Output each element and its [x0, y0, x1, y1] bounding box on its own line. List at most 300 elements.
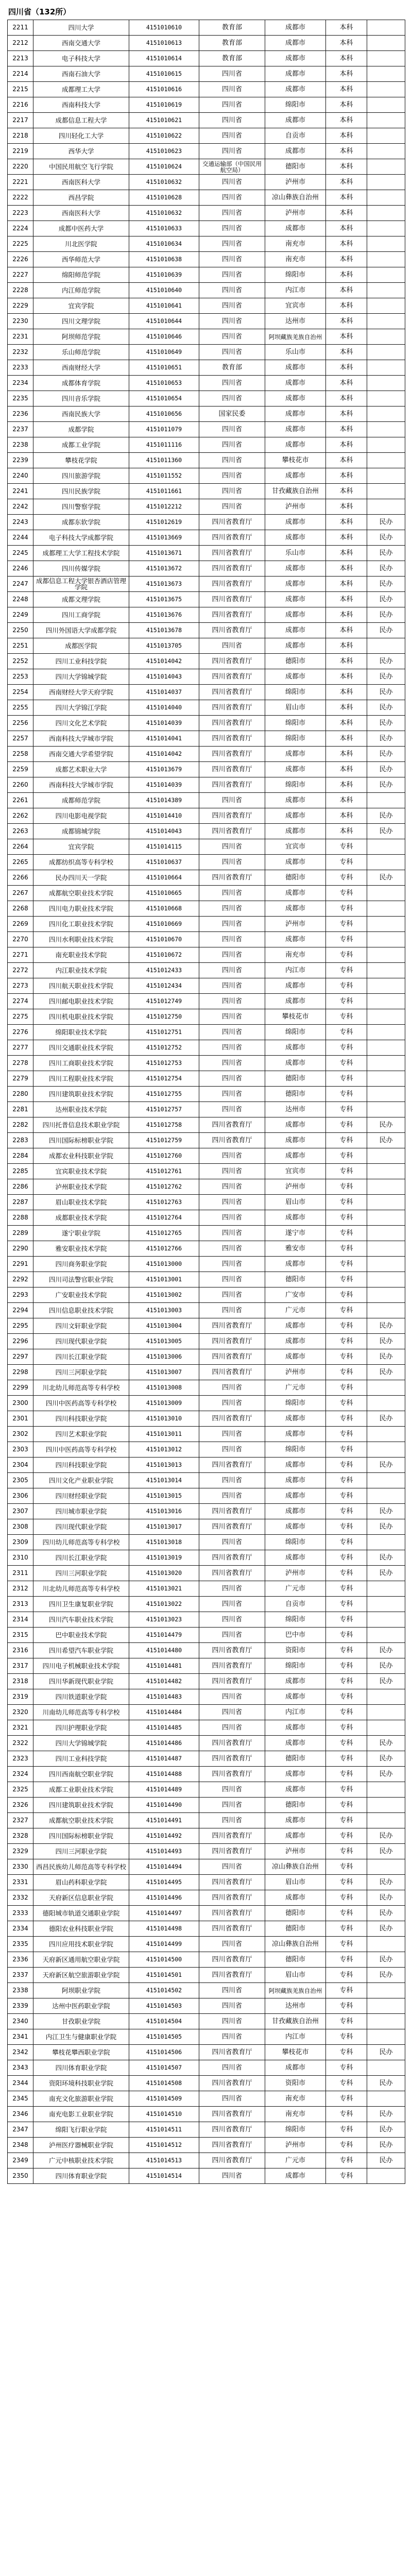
table-row [8, 1102, 405, 1117]
table-row [8, 1427, 405, 1442]
row-number: 2309 [8, 1535, 33, 1550]
school-code: 4151012760 [129, 1148, 199, 1164]
level: 本科 [326, 66, 367, 82]
school-code: 4151010634 [129, 236, 199, 252]
row-number: 2349 [8, 2153, 33, 2168]
level: 专科 [326, 1550, 367, 1566]
authority: 四川省教育厅 [199, 592, 265, 607]
level: 专科 [326, 1148, 367, 1164]
school-code: 4151013672 [129, 561, 199, 577]
location: 成都市 [265, 886, 326, 901]
school-name: 四川三河职业学院 [33, 1566, 129, 1581]
school-name: 攀枝花学院 [33, 453, 129, 468]
level: 本科 [326, 824, 367, 839]
table-row [8, 2029, 405, 2045]
remark [367, 391, 405, 406]
school-code: 4151013007 [129, 1365, 199, 1380]
remark [367, 298, 405, 314]
row-number: 2253 [8, 669, 33, 685]
location: 成都市 [265, 422, 326, 437]
authority: 四川省 [199, 1473, 265, 1488]
remark: 民办 [367, 2076, 405, 2091]
row-number: 2302 [8, 1427, 33, 1442]
row-number: 2288 [8, 1210, 33, 1226]
level: 专科 [326, 2045, 367, 2060]
level: 专科 [326, 1009, 367, 1025]
remark [367, 314, 405, 329]
row-number: 2235 [8, 391, 33, 406]
location: 南充市 [265, 947, 326, 963]
authority: 四川省 [199, 1179, 265, 1195]
table-row [8, 1056, 405, 1071]
row-number: 2325 [8, 1782, 33, 1798]
location: 成都市 [265, 360, 326, 376]
row-number: 2337 [8, 1968, 33, 1983]
authority: 四川省 [199, 128, 265, 144]
school-name: 西南医科大学 [33, 206, 129, 221]
level: 本科 [326, 654, 367, 669]
table-row [8, 1396, 405, 1411]
table-row [8, 623, 405, 638]
row-number: 2307 [8, 1504, 33, 1519]
school-name: 四川长江职业学院 [33, 1349, 129, 1365]
row-number: 2223 [8, 206, 33, 221]
row-number: 2234 [8, 376, 33, 391]
school-code: 4151014500 [129, 1952, 199, 1968]
school-name: 绵阳职业技术学院 [33, 1025, 129, 1040]
location: 达州市 [265, 1998, 326, 2014]
row-number: 2344 [8, 2076, 33, 2091]
remark: 民办 [367, 1458, 405, 1473]
table-row [8, 808, 405, 824]
location: 自贡市 [265, 1597, 326, 1612]
authority: 四川省教育厅 [199, 1334, 265, 1349]
table-row [8, 901, 405, 917]
level: 专科 [326, 1025, 367, 1040]
school-name: 四川司法警官职业学院 [33, 1272, 129, 1287]
location: 成都市 [265, 1488, 326, 1504]
authority: 四川省教育厅 [199, 700, 265, 716]
location: 德阳市 [265, 1952, 326, 1968]
school-name: 成都东软学院 [33, 515, 129, 530]
table-row [8, 1504, 405, 1519]
table-row [8, 298, 405, 314]
table-row [8, 437, 405, 453]
remark: 民办 [367, 870, 405, 886]
location: 成都市 [265, 1148, 326, 1164]
row-number: 2270 [8, 932, 33, 947]
remark [367, 1009, 405, 1025]
school-name: 四川三河职业学院 [33, 1365, 129, 1380]
remark: 民办 [367, 1550, 405, 1566]
authority: 四川省 [199, 1025, 265, 1040]
level: 专科 [326, 1813, 367, 1828]
level: 本科 [326, 128, 367, 144]
location: 成都市 [265, 592, 326, 607]
school-name: 四川工业科技学院 [33, 1751, 129, 1767]
row-number: 2306 [8, 1488, 33, 1504]
school-name: 四川国际标榜职业学院 [33, 1133, 129, 1148]
table-row [8, 1226, 405, 1241]
authority: 四川省 [199, 1396, 265, 1411]
location: 成都市 [265, 51, 326, 66]
remark [367, 159, 405, 175]
remark [367, 1628, 405, 1643]
authority: 四川省 [199, 453, 265, 468]
school-name: 四川体育职业学院 [33, 2168, 129, 2184]
level: 本科 [326, 638, 367, 654]
level: 专科 [326, 1318, 367, 1334]
table-row [8, 20, 405, 36]
level: 本科 [326, 51, 367, 66]
school-code: 4151014495 [129, 1875, 199, 1890]
table-row [8, 252, 405, 267]
table-row [8, 36, 405, 51]
remark: 民办 [367, 654, 405, 669]
remark [367, 1040, 405, 1056]
school-name: 泸州医疗器械职业学院 [33, 2138, 129, 2153]
remark: 民办 [367, 1318, 405, 1334]
row-number: 2265 [8, 855, 33, 870]
level: 专科 [326, 1844, 367, 1859]
row-number: 2323 [8, 1751, 33, 1767]
school-code: 4151010628 [129, 190, 199, 206]
location: 成都市 [265, 2168, 326, 2184]
location: 南充市 [265, 252, 326, 267]
table-row [8, 1087, 405, 1102]
remark [367, 360, 405, 376]
authority: 四川省 [199, 1535, 265, 1550]
row-number: 2314 [8, 1612, 33, 1628]
remark [367, 1257, 405, 1272]
school-name: 四川科技职业学院 [33, 1458, 129, 1473]
school-name: 四川华新现代职业学院 [33, 1674, 129, 1689]
row-number: 2346 [8, 2107, 33, 2122]
row-number: 2246 [8, 561, 33, 577]
remark: 民办 [367, 1767, 405, 1782]
table-row [8, 175, 405, 190]
authority: 四川省教育厅 [199, 870, 265, 886]
location: 德阳市 [265, 1751, 326, 1767]
authority: 四川省教育厅 [199, 1519, 265, 1535]
table-row [8, 221, 405, 236]
table-row [8, 1458, 405, 1473]
school-code: 4151014043 [129, 824, 199, 839]
table-row [8, 870, 405, 886]
authority: 四川省 [199, 437, 265, 453]
school-code: 4151014509 [129, 2091, 199, 2107]
table-row [8, 978, 405, 994]
authority: 四川省 [199, 855, 265, 870]
remark [367, 855, 405, 870]
school-code: 4151014496 [129, 1890, 199, 1906]
location: 成都市 [265, 391, 326, 406]
row-number: 2255 [8, 700, 33, 716]
location: 绵阳市 [265, 1535, 326, 1550]
document-page [7, 4, 405, 2184]
school-name: 成都理工大学工程技术学院 [33, 546, 129, 561]
school-name: 电子科技大学 [33, 51, 129, 66]
location: 成都市 [265, 1689, 326, 1705]
school-code: 4151013010 [129, 1411, 199, 1427]
remark [367, 97, 405, 113]
row-number: 2350 [8, 2168, 33, 2184]
school-code: 4151014042 [129, 747, 199, 762]
level: 专科 [326, 2138, 367, 2153]
school-code: 4151010651 [129, 360, 199, 376]
school-name: 四川电影电视学院 [33, 808, 129, 824]
remark [367, 236, 405, 252]
remark [367, 1720, 405, 1736]
school-code: 4151010654 [129, 391, 199, 406]
table-row [8, 731, 405, 747]
school-code: 4151014506 [129, 2045, 199, 2060]
school-code: 4151011116 [129, 437, 199, 453]
row-number: 2292 [8, 1272, 33, 1287]
school-code: 4151014497 [129, 1906, 199, 1921]
row-number: 2282 [8, 1117, 33, 1133]
row-number: 2339 [8, 1998, 33, 2014]
table-row [8, 917, 405, 932]
school-name: 成都工业职业技术学院 [33, 1782, 129, 1798]
school-code: 4151014507 [129, 2060, 199, 2076]
location: 德阳市 [265, 654, 326, 669]
row-number: 2313 [8, 1597, 33, 1612]
location: 资阳市 [265, 1643, 326, 1658]
authority: 四川省教育厅 [199, 623, 265, 638]
level: 专科 [326, 1921, 367, 1937]
school-code: 4151011552 [129, 468, 199, 484]
location: 成都市 [265, 994, 326, 1009]
level: 本科 [326, 592, 367, 607]
location: 成都市 [265, 561, 326, 577]
row-number: 2230 [8, 314, 33, 329]
remark [367, 113, 405, 128]
row-number: 2222 [8, 190, 33, 206]
location: 凉山彝族自治州 [265, 1859, 326, 1875]
table-row [8, 1828, 405, 1844]
school-code: 4151014482 [129, 1674, 199, 1689]
level: 专科 [326, 1859, 367, 1875]
authority: 四川省 [199, 978, 265, 994]
table-row [8, 1566, 405, 1581]
school-code: 4151014494 [129, 1859, 199, 1875]
level: 专科 [326, 1458, 367, 1473]
location: 绵阳市 [265, 97, 326, 113]
table-row [8, 1195, 405, 1210]
location: 泸州市 [265, 2138, 326, 2153]
row-number: 2227 [8, 267, 33, 283]
level: 专科 [326, 2107, 367, 2122]
row-number: 2271 [8, 947, 33, 963]
table-row [8, 1318, 405, 1334]
authority: 四川省教育厅 [199, 1767, 265, 1782]
level: 本科 [326, 36, 367, 51]
location: 泸州市 [265, 499, 326, 515]
school-code: 4151010624 [129, 159, 199, 175]
school-code: 4151010670 [129, 932, 199, 947]
authority: 四川省教育厅 [199, 1828, 265, 1844]
authority: 四川省教育厅 [199, 2153, 265, 2168]
level: 专科 [326, 1040, 367, 1056]
table-row [8, 1473, 405, 1488]
location: 成都市 [265, 1504, 326, 1519]
remark [367, 963, 405, 978]
authority: 四川省 [199, 932, 265, 947]
school-code: 4151012212 [129, 499, 199, 515]
authority: 四川省教育厅 [199, 1906, 265, 1921]
authority: 四川省 [199, 1798, 265, 1813]
remark [367, 1597, 405, 1612]
table-row [8, 638, 405, 654]
school-name: 四川大学 [33, 20, 129, 36]
school-name: 遂宁职业学院 [33, 1226, 129, 1241]
school-name: 内江职业技术学院 [33, 963, 129, 978]
row-number: 2250 [8, 623, 33, 638]
level: 专科 [326, 1767, 367, 1782]
school-name: 宜宾职业技术学院 [33, 1164, 129, 1179]
row-number: 2315 [8, 1628, 33, 1643]
remark [367, 1473, 405, 1488]
authority: 四川省 [199, 1937, 265, 1952]
authority: 四川省教育厅 [199, 1890, 265, 1906]
remark [367, 1705, 405, 1720]
table-body [8, 20, 405, 2184]
level: 专科 [326, 1365, 367, 1380]
row-number: 2252 [8, 654, 33, 669]
school-name: 西昌民族幼儿师范高等专科学校 [33, 1859, 129, 1875]
school-code: 4151014039 [129, 777, 199, 793]
remark: 民办 [367, 1643, 405, 1658]
authority: 四川省 [199, 1720, 265, 1736]
school-code: 4151011661 [129, 484, 199, 499]
school-name: 成都文理学院 [33, 592, 129, 607]
school-code: 4151011079 [129, 422, 199, 437]
school-name: 四川现代职业学院 [33, 1519, 129, 1535]
authority: 四川省教育厅 [199, 1921, 265, 1937]
table-row [8, 1179, 405, 1195]
location: 广元市 [265, 1581, 326, 1597]
remark [367, 1102, 405, 1117]
row-number: 2267 [8, 886, 33, 901]
remark: 民办 [367, 530, 405, 546]
authority: 四川省 [199, 917, 265, 932]
level: 专科 [326, 870, 367, 886]
remark [367, 20, 405, 36]
school-code: 4151014041 [129, 731, 199, 747]
level: 专科 [326, 1164, 367, 1179]
table-row [8, 1658, 405, 1674]
remark: 民办 [367, 1674, 405, 1689]
school-name: 西南医科大学 [33, 175, 129, 190]
row-number: 2218 [8, 128, 33, 144]
school-name: 四川音乐学院 [33, 391, 129, 406]
school-name: 成都锦城学院 [33, 824, 129, 839]
table-row [8, 1550, 405, 1566]
location: 成都市 [265, 1318, 326, 1334]
level: 本科 [326, 685, 367, 700]
school-code: 4151013021 [129, 1581, 199, 1597]
level: 专科 [326, 1504, 367, 1519]
location: 德阳市 [265, 159, 326, 175]
location: 宜宾市 [265, 839, 326, 855]
authority: 四川省 [199, 283, 265, 298]
level: 专科 [326, 1442, 367, 1458]
row-number: 2241 [8, 484, 33, 499]
school-name: 西华师范大学 [33, 252, 129, 267]
row-number: 2324 [8, 1767, 33, 1782]
row-number: 2305 [8, 1473, 33, 1488]
level: 本科 [326, 793, 367, 808]
location: 资阳市 [265, 2076, 326, 2091]
location: 成都市 [265, 1257, 326, 1272]
school-code: 4151013006 [129, 1349, 199, 1365]
school-name: 四川邮电职业技术学院 [33, 994, 129, 1009]
authority: 四川省 [199, 1442, 265, 1458]
remark: 民办 [367, 1890, 405, 1906]
authority: 四川省 [199, 113, 265, 128]
school-code: 4151012750 [129, 1009, 199, 1025]
authority: 四川省教育厅 [199, 2107, 265, 2122]
school-name: 天府新区航空旅游职业学院 [33, 1968, 129, 1983]
location: 阿坝藏族羌族自治州 [265, 1983, 326, 1998]
row-number: 2263 [8, 824, 33, 839]
location: 成都市 [265, 1334, 326, 1349]
remark [367, 1272, 405, 1287]
remark [367, 329, 405, 345]
school-code: 4151013001 [129, 1272, 199, 1287]
school-code: 4151010637 [129, 855, 199, 870]
school-code: 4151014042 [129, 654, 199, 669]
row-number: 2276 [8, 1025, 33, 1040]
level: 专科 [326, 1998, 367, 2014]
row-number: 2212 [8, 36, 33, 51]
table-row [8, 144, 405, 159]
school-name: 电子科技大学成都学院 [33, 530, 129, 546]
table-row [8, 1890, 405, 1906]
authority: 四川省 [199, 236, 265, 252]
table-row [8, 2122, 405, 2138]
remark [367, 1813, 405, 1828]
school-name: 攀枝花攀西职业学院 [33, 2045, 129, 2060]
location: 成都市 [265, 1767, 326, 1782]
table-row [8, 2045, 405, 2060]
authority: 四川省 [199, 1488, 265, 1504]
school-name: 南充职业技术学院 [33, 947, 129, 963]
level: 专科 [326, 1566, 367, 1581]
table-row [8, 1133, 405, 1148]
level: 专科 [326, 2168, 367, 2184]
authority: 四川省教育厅 [199, 2076, 265, 2091]
row-number: 2254 [8, 685, 33, 700]
location: 成都市 [265, 82, 326, 97]
authority: 四川省 [199, 1226, 265, 1241]
level: 本科 [326, 206, 367, 221]
location: 绵阳市 [265, 777, 326, 793]
authority: 四川省教育厅 [199, 1550, 265, 1566]
authority: 四川省教育厅 [199, 530, 265, 546]
school-code: 4151012763 [129, 1195, 199, 1210]
remark [367, 1087, 405, 1102]
level: 专科 [326, 1968, 367, 1983]
remark: 民办 [367, 1828, 405, 1844]
table-row [8, 206, 405, 221]
level: 专科 [326, 1087, 367, 1102]
school-name: 四川财经职业学院 [33, 1488, 129, 1504]
school-name: 成都航空职业技术学院 [33, 1813, 129, 1828]
school-code: 4151010639 [129, 267, 199, 283]
remark [367, 1396, 405, 1411]
